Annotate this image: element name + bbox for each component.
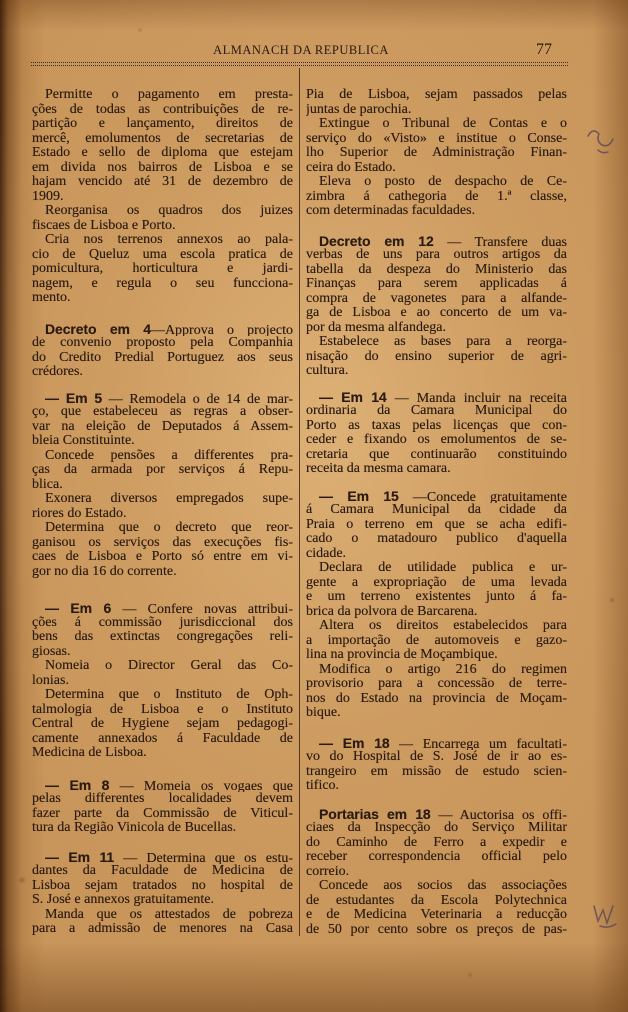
text-line: pomicultura, horticultura e jardi-	[32, 262, 293, 276]
text-line: zimbra á cathegoria de 1.ª classe,	[306, 189, 567, 204]
text-line: ga de Lisboa e ao concerto de um va-	[306, 306, 567, 320]
text-line: cio de Queluz uma escola pratica de	[32, 247, 293, 262]
text-line: bleia Constituinte.	[32, 434, 135, 448]
text-line: serviço do «Visto» e institue o Conse-	[306, 131, 567, 146]
page-number: 77	[536, 41, 552, 58]
section	[306, 390, 567, 477]
section	[306, 736, 567, 794]
text-line: receita da mesma camara.	[306, 462, 451, 476]
text-line: Declara de utilidade publica e ur-	[319, 561, 567, 575]
text-line: Cria nos terrenos annexos ao pala-	[45, 233, 293, 247]
entry-text: — Auctorisa os offi-	[430, 807, 567, 821]
paragraph	[32, 521, 293, 579]
text-line: camente annexados á Faculdade de	[32, 731, 293, 746]
paragraph	[32, 391, 293, 449]
text-line: Praia o terreno em que se acha edifi-	[306, 517, 567, 532]
text-line: Determina que o decreto que reor-	[45, 521, 293, 535]
right-column	[306, 88, 567, 937]
text-line: ceder e fixando os emolumentos de se-	[306, 433, 567, 447]
paragraph	[306, 619, 567, 663]
text-line: lina na provincia de Moçambique.	[306, 648, 498, 662]
paragraph	[306, 88, 567, 117]
entry-heading: — Em 8	[45, 777, 110, 792]
section	[32, 322, 293, 380]
text-line: giosas.	[32, 644, 71, 659]
text-line: pelas differentes localidades devem	[32, 792, 293, 806]
pencil-mark-top	[588, 131, 613, 153]
text-line: S. José e annexos gratuitamente.	[32, 893, 214, 907]
text-line: Exonera diversos empregados supe-	[45, 492, 293, 506]
text-line: nagem, e regula o seu funcciona-	[32, 276, 293, 291]
section	[306, 234, 567, 379]
text-line: do Credito Predial Portuguez aos seus	[32, 350, 293, 365]
text-line	[306, 736, 567, 751]
header-rule	[31, 62, 568, 66]
text-line: partição e lançamento, direitos de	[32, 117, 293, 131]
text-line: tifico.	[306, 779, 340, 793]
text-line: tabella da despeza do Ministerio das	[306, 262, 567, 277]
text-line	[306, 489, 567, 504]
text-line: Reorganisa os quadros dos juizes	[45, 204, 293, 218]
text-line: cultura.	[306, 364, 349, 378]
text-line: do Caminho de Ferro a expedir e	[306, 835, 567, 850]
text-line: com determinadas faculdades.	[306, 204, 476, 218]
text-line: ciaes da Inspecção do Serviço Militar	[306, 821, 567, 835]
text-line: Pia de Lisboa, sejam passados pelas	[306, 88, 567, 102]
paragraph	[306, 879, 567, 937]
text-line: lonias.	[32, 673, 69, 688]
section	[32, 391, 293, 580]
text-line: var na eleição de Deputados á Assem-	[32, 419, 293, 434]
text-line: correio.	[306, 864, 350, 879]
text-line: a importação de automoveis e gazo-	[306, 633, 567, 648]
text-line: cidade.	[306, 546, 347, 561]
text-line	[32, 778, 293, 793]
text-line: ganisou os serviços das execuções fis-	[32, 535, 293, 550]
text-line: nisação do ensino superior de agri-	[306, 349, 567, 364]
paragraph	[306, 663, 567, 721]
text-line: ordinaria da Camara Municipal do	[306, 404, 567, 418]
text-line: mento.	[32, 291, 71, 305]
text-line: por da mesma alfandega.	[306, 320, 446, 335]
text-line: e de Medicina Veterinaria a reducção	[306, 908, 567, 922]
text-line: Determina que o Instituto de Oph-	[45, 688, 293, 702]
text-line: para a admissão de menores na Casa	[32, 922, 293, 936]
text-line	[306, 807, 567, 822]
text-line: fiscaes de Lisboa e Porto.	[32, 218, 176, 233]
section	[32, 88, 293, 306]
text-line	[32, 601, 293, 616]
paragraph	[306, 489, 567, 562]
paragraph	[306, 390, 567, 477]
paragraph	[306, 561, 567, 619]
text-line: Estabelece as bases para a reorga-	[319, 335, 567, 349]
text-line: vo do Hospital de S. José de ir ao es-	[306, 750, 567, 764]
paragraph	[32, 908, 293, 937]
text-line: compra de vagonetes para a alfande-	[306, 291, 567, 306]
paragraph	[306, 807, 567, 880]
entry-text: — Confere novas attribui-	[111, 602, 293, 616]
text-line: Estado e sello de diploma que estejam	[32, 146, 293, 160]
text-line: cado o matadouro publico d'aquella	[306, 532, 567, 546]
pencil-mark-bottom	[594, 906, 616, 927]
text-line	[32, 850, 293, 865]
text-line: Medicina de Lisboa.	[32, 746, 147, 760]
text-line: 1909.	[32, 189, 64, 204]
entry-text: —Concede gratuitamente	[398, 489, 567, 503]
text-line	[32, 322, 293, 337]
entry-text: — Manda incluir na receita	[386, 390, 567, 404]
paragraph	[32, 850, 293, 908]
text-line: mercê, emolumentos de secretarias de	[32, 131, 293, 146]
text-line: nos do Estado na provincia de Moçam-	[306, 691, 567, 706]
text-line: bens das extinctas congregações reli-	[32, 630, 293, 644]
text-line	[306, 390, 567, 405]
text-line	[32, 391, 293, 406]
section	[32, 778, 293, 836]
text-line: e um terreno existentes junto á fa-	[306, 590, 567, 604]
paragraph	[306, 335, 567, 379]
entry-text: — Momeia os vogaes que	[109, 778, 293, 792]
entry-text: —Approva o projecto	[150, 322, 293, 336]
text-line: Altera os direitos estabelecidos para	[319, 619, 567, 633]
paragraph	[306, 234, 567, 336]
text-line: talmologia de Lisboa e o Instituto	[32, 702, 293, 717]
text-line: Central de Hygiene sejam pedagogi-	[32, 717, 293, 731]
column-divider	[299, 68, 300, 936]
paragraph	[32, 233, 293, 306]
entry-heading: — Em 18	[319, 735, 390, 750]
paragraph	[32, 659, 293, 688]
text-line: ças da armada por serviços á Repu-	[32, 463, 293, 477]
text-line: riores do Estado.	[32, 506, 127, 521]
entry-heading: — Em 6	[45, 601, 112, 616]
text-line: juntas de parochia.	[306, 102, 412, 117]
text-line: á Camara Municipal da cidade da	[306, 503, 567, 517]
entry-heading: — Em 14	[319, 389, 387, 404]
paragraph	[32, 322, 293, 380]
text-line: crédores.	[32, 365, 83, 379]
text-line: em divida nos bairros de Lisboa e se	[32, 160, 293, 175]
text-line: gor no dia 16 do corrente.	[32, 564, 177, 579]
text-line: Eleva o posto de despacho de Ce-	[319, 175, 567, 189]
text-line: de convenio proposto pela Companhia	[32, 336, 293, 350]
text-line: Extingue o Tribunal de Contas e o	[319, 117, 567, 131]
text-line: lho Superior de Administração Finan-	[306, 146, 567, 160]
paragraph	[32, 688, 293, 761]
text-line: Porto as taxas pelas licenças que con-	[306, 418, 567, 433]
text-line	[306, 234, 567, 249]
text-line: de 50 por cento sobre os preços de pas-	[306, 922, 567, 937]
paragraph	[306, 117, 567, 175]
text-line: provisorio para a concessão de terre-	[306, 677, 567, 691]
entry-text: — Transfere duas	[433, 234, 567, 248]
entry-heading: Portarias em 18	[319, 806, 431, 821]
text-line: de estudantes da Escola Polytechnica	[306, 893, 567, 908]
section	[32, 850, 293, 937]
text-line: fazer parte da Commissão de Viticul-	[32, 806, 293, 821]
entry-heading: Decreto em 4	[45, 321, 151, 336]
text-line: brica da polvora de Barcarena.	[306, 604, 478, 619]
section	[306, 807, 567, 938]
paragraph	[32, 492, 293, 521]
text-line: gente a expropriação de uma levada	[306, 575, 567, 590]
section	[306, 489, 567, 721]
entry-heading: Decreto em 12	[319, 233, 434, 248]
running-title: ALMANACH DA REPUBLICA	[213, 43, 389, 57]
text-line: Permitte o pagamento em presta-	[45, 88, 293, 102]
entry-heading: — Em 15	[319, 488, 399, 503]
paragraph	[306, 175, 567, 219]
text-line: Concede aos socios das associações	[319, 879, 567, 893]
text-line: Concede pensões a differentes pra-	[45, 448, 293, 463]
text-line: trangeiro em missão de estudo scien-	[306, 764, 567, 779]
text-line: verbas de uns para outros artigos da	[306, 248, 567, 262]
paragraph	[32, 204, 293, 233]
text-line: caes de Lisboa e Porto só entre em vi-	[32, 550, 293, 564]
section	[32, 601, 293, 761]
text-line: hajam vencido até 31 de dezembro de	[32, 175, 293, 189]
entry-heading: — Em 5	[45, 390, 103, 405]
section	[306, 88, 567, 219]
paragraph	[32, 778, 293, 836]
paragraph	[32, 88, 293, 204]
paragraph	[32, 601, 293, 659]
text-line: blica.	[32, 477, 63, 492]
text-line: ções de todas as contribuições de re-	[32, 102, 293, 117]
text-line: Modifica o artigo 216 do regimen	[319, 662, 567, 677]
entry-text: — Encarrega um facultati-	[389, 736, 567, 750]
text-line: ço, que estabeleceu as regras a obser-	[32, 405, 293, 419]
text-line: tura da Região Vinicola de Bucellas.	[32, 821, 237, 835]
text-line: Manda que os attestados de pobreza	[45, 907, 293, 922]
paragraph	[306, 736, 567, 794]
left-column	[32, 88, 293, 937]
text-line: Finanças para serem applicadas á	[306, 277, 567, 291]
paragraph	[32, 449, 293, 493]
entry-text: — Determina que os estu-	[114, 850, 293, 864]
entry-text: — Remodela o de 14 de mar-	[102, 391, 293, 405]
text-line: cretaria que continuarão constituindo	[306, 447, 567, 462]
text-line: ções á commissão jurisdiccional dos	[32, 615, 293, 630]
text-line: bique.	[306, 706, 341, 720]
entry-heading: — Em 11	[45, 849, 115, 864]
text-line: ceira do Estado.	[306, 160, 396, 175]
text-line: receber correspondencia official pelo	[306, 850, 567, 864]
text-line: Lisboa sejam tratados no hospital de	[32, 878, 293, 893]
text-line: Nomeia o Director Geral das Co-	[45, 659, 293, 673]
text-line: dantes da Faculdade de Medicina de	[32, 864, 293, 878]
